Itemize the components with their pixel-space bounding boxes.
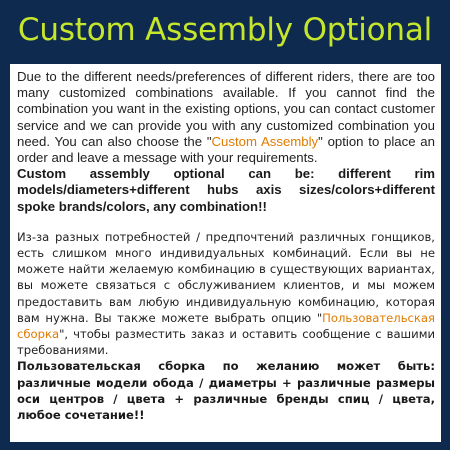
content-panel xyxy=(10,64,441,442)
english-description-text-1: Due to the different needs/preferences of different riders, there are too many customized combinations available. If you cannot find the combination you want in the existing options, you can contact customer service and we can provide you with any customized combination you need. You can also choose the " xyxy=(17,69,435,149)
russian-description xyxy=(17,229,435,359)
section-spacer xyxy=(17,215,435,229)
russian-options-summary: Пользовательская сборка по желанию может быть: различные модели обода / диаметры + различные размеры оси центров / цвета + различные бренды спиц / цвета, любое сочетание!! xyxy=(17,359,435,423)
russian-description-text-1: Из-за разных потребностей / предпочтений различных гонщиков, есть слишком много индивидуальных комбинаций. Если вы не можете найти желаемую комбинацию в существующих вариантах, вы можете связаться с обслуживанием клиентов, и мы можем предоставить вам любую индивидуальную комбинацию, которая вам нужна. Вы также можете выбрать опцию " xyxy=(17,229,435,325)
english-description xyxy=(17,69,435,166)
english-description-text-2: " option to place an order and leave a message with your requirements. xyxy=(17,133,435,166)
russian-custom-assembly-option-name: Пользовательская сборка xyxy=(17,310,435,342)
custom-assembly-option-name: Custom Assembly xyxy=(211,133,319,149)
russian-description-text-2: ", чтобы разместить заказ и оставить сообщение с вашими требованиями. xyxy=(17,327,435,358)
english-options-summary: Custom assembly optional can be: different rim models/diameters+different hubs axis sizes/colors+different spoke brands/colors, any combination!! xyxy=(17,166,435,214)
banner-title: Custom Assembly Optional xyxy=(17,12,433,48)
